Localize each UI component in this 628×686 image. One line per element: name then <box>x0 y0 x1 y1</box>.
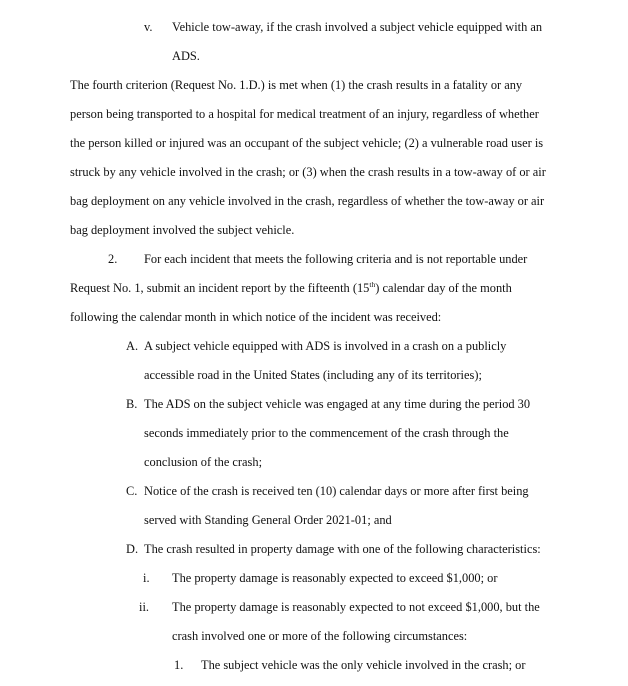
paragraph-line: The fourth criterion (Request No. 1.D.) is met when (1) the crash results in a fatality or any <box>70 78 523 92</box>
criterion-a-line: accessible road in the United States (including any of its territories); <box>144 368 482 382</box>
sub-item-ii-line: crash involved one or more of the following circumstances: <box>172 629 468 643</box>
criterion-c-line: Notice of the crash is received ten (10) calendar days or more after first being <box>144 484 529 498</box>
request-line-2 <box>70 280 512 296</box>
paragraph-line: the person killed or injured was an occupant of the subject vehicle; (2) a vulnerable road user is <box>70 136 544 150</box>
request-line-2-start: Request No. 1, submit an incident report by the fifteenth (15 <box>70 281 370 295</box>
ordinal-suffix: th <box>369 280 376 289</box>
sub-sub-item-1-line: The subject vehicle was the only vehicle involved in the crash; or <box>201 658 526 672</box>
sub-item-ii-line: The property damage is reasonably expected to not exceed $1,000, but the <box>172 600 540 614</box>
request-line-1: For each incident that meets the following criteria and is not reportable under <box>144 252 528 266</box>
list-marker-a: A. <box>126 339 139 353</box>
criterion-d-line: The crash resulted in property damage with one of the following characteristics: <box>144 542 541 556</box>
list-marker-c: C. <box>126 484 138 498</box>
criterion-b-line: seconds immediately prior to the commencement of the crash through the <box>144 426 509 440</box>
criterion-b-line: conclusion of the crash; <box>144 455 263 469</box>
request-line-2-end: ) calendar day of the month <box>375 281 512 295</box>
paragraph-line: struck by any vehicle involved in the crash; or (3) when the crash results in a tow-away of or air <box>70 165 546 179</box>
sub-item-i-line: The property damage is reasonably expected to exceed $1,000; or <box>172 571 498 585</box>
request-number: 2. <box>108 252 118 266</box>
list-marker-i: i. <box>143 571 150 585</box>
list-marker-v: v. <box>144 20 153 34</box>
list-marker-d: D. <box>126 542 139 556</box>
criterion-a-line: A subject vehicle equipped with ADS is involved in a crash on a publicly <box>144 339 507 353</box>
paragraph-line: bag deployment involved the subject vehicle. <box>70 223 295 237</box>
item-v-line-1: Vehicle tow-away, if the crash involved a subject vehicle equipped with an <box>172 20 543 34</box>
list-marker-1: 1. <box>174 658 184 672</box>
paragraph-line: person being transported to a hospital for medical treatment of an injury, regardless of whether <box>70 107 539 121</box>
paragraph-line: bag deployment on any vehicle involved in the crash, regardless of whether the tow-away or air <box>70 194 545 208</box>
criterion-b-line: The ADS on the subject vehicle was engaged at any time during the period 30 <box>144 397 531 411</box>
item-v-line-2: ADS. <box>172 49 200 63</box>
criterion-c-line: served with Standing General Order 2021-01; and <box>144 513 392 527</box>
request-line-3: following the calendar month in which notice of the incident was received: <box>70 310 442 324</box>
list-marker-b: B. <box>126 397 138 411</box>
list-marker-ii: ii. <box>139 600 149 614</box>
